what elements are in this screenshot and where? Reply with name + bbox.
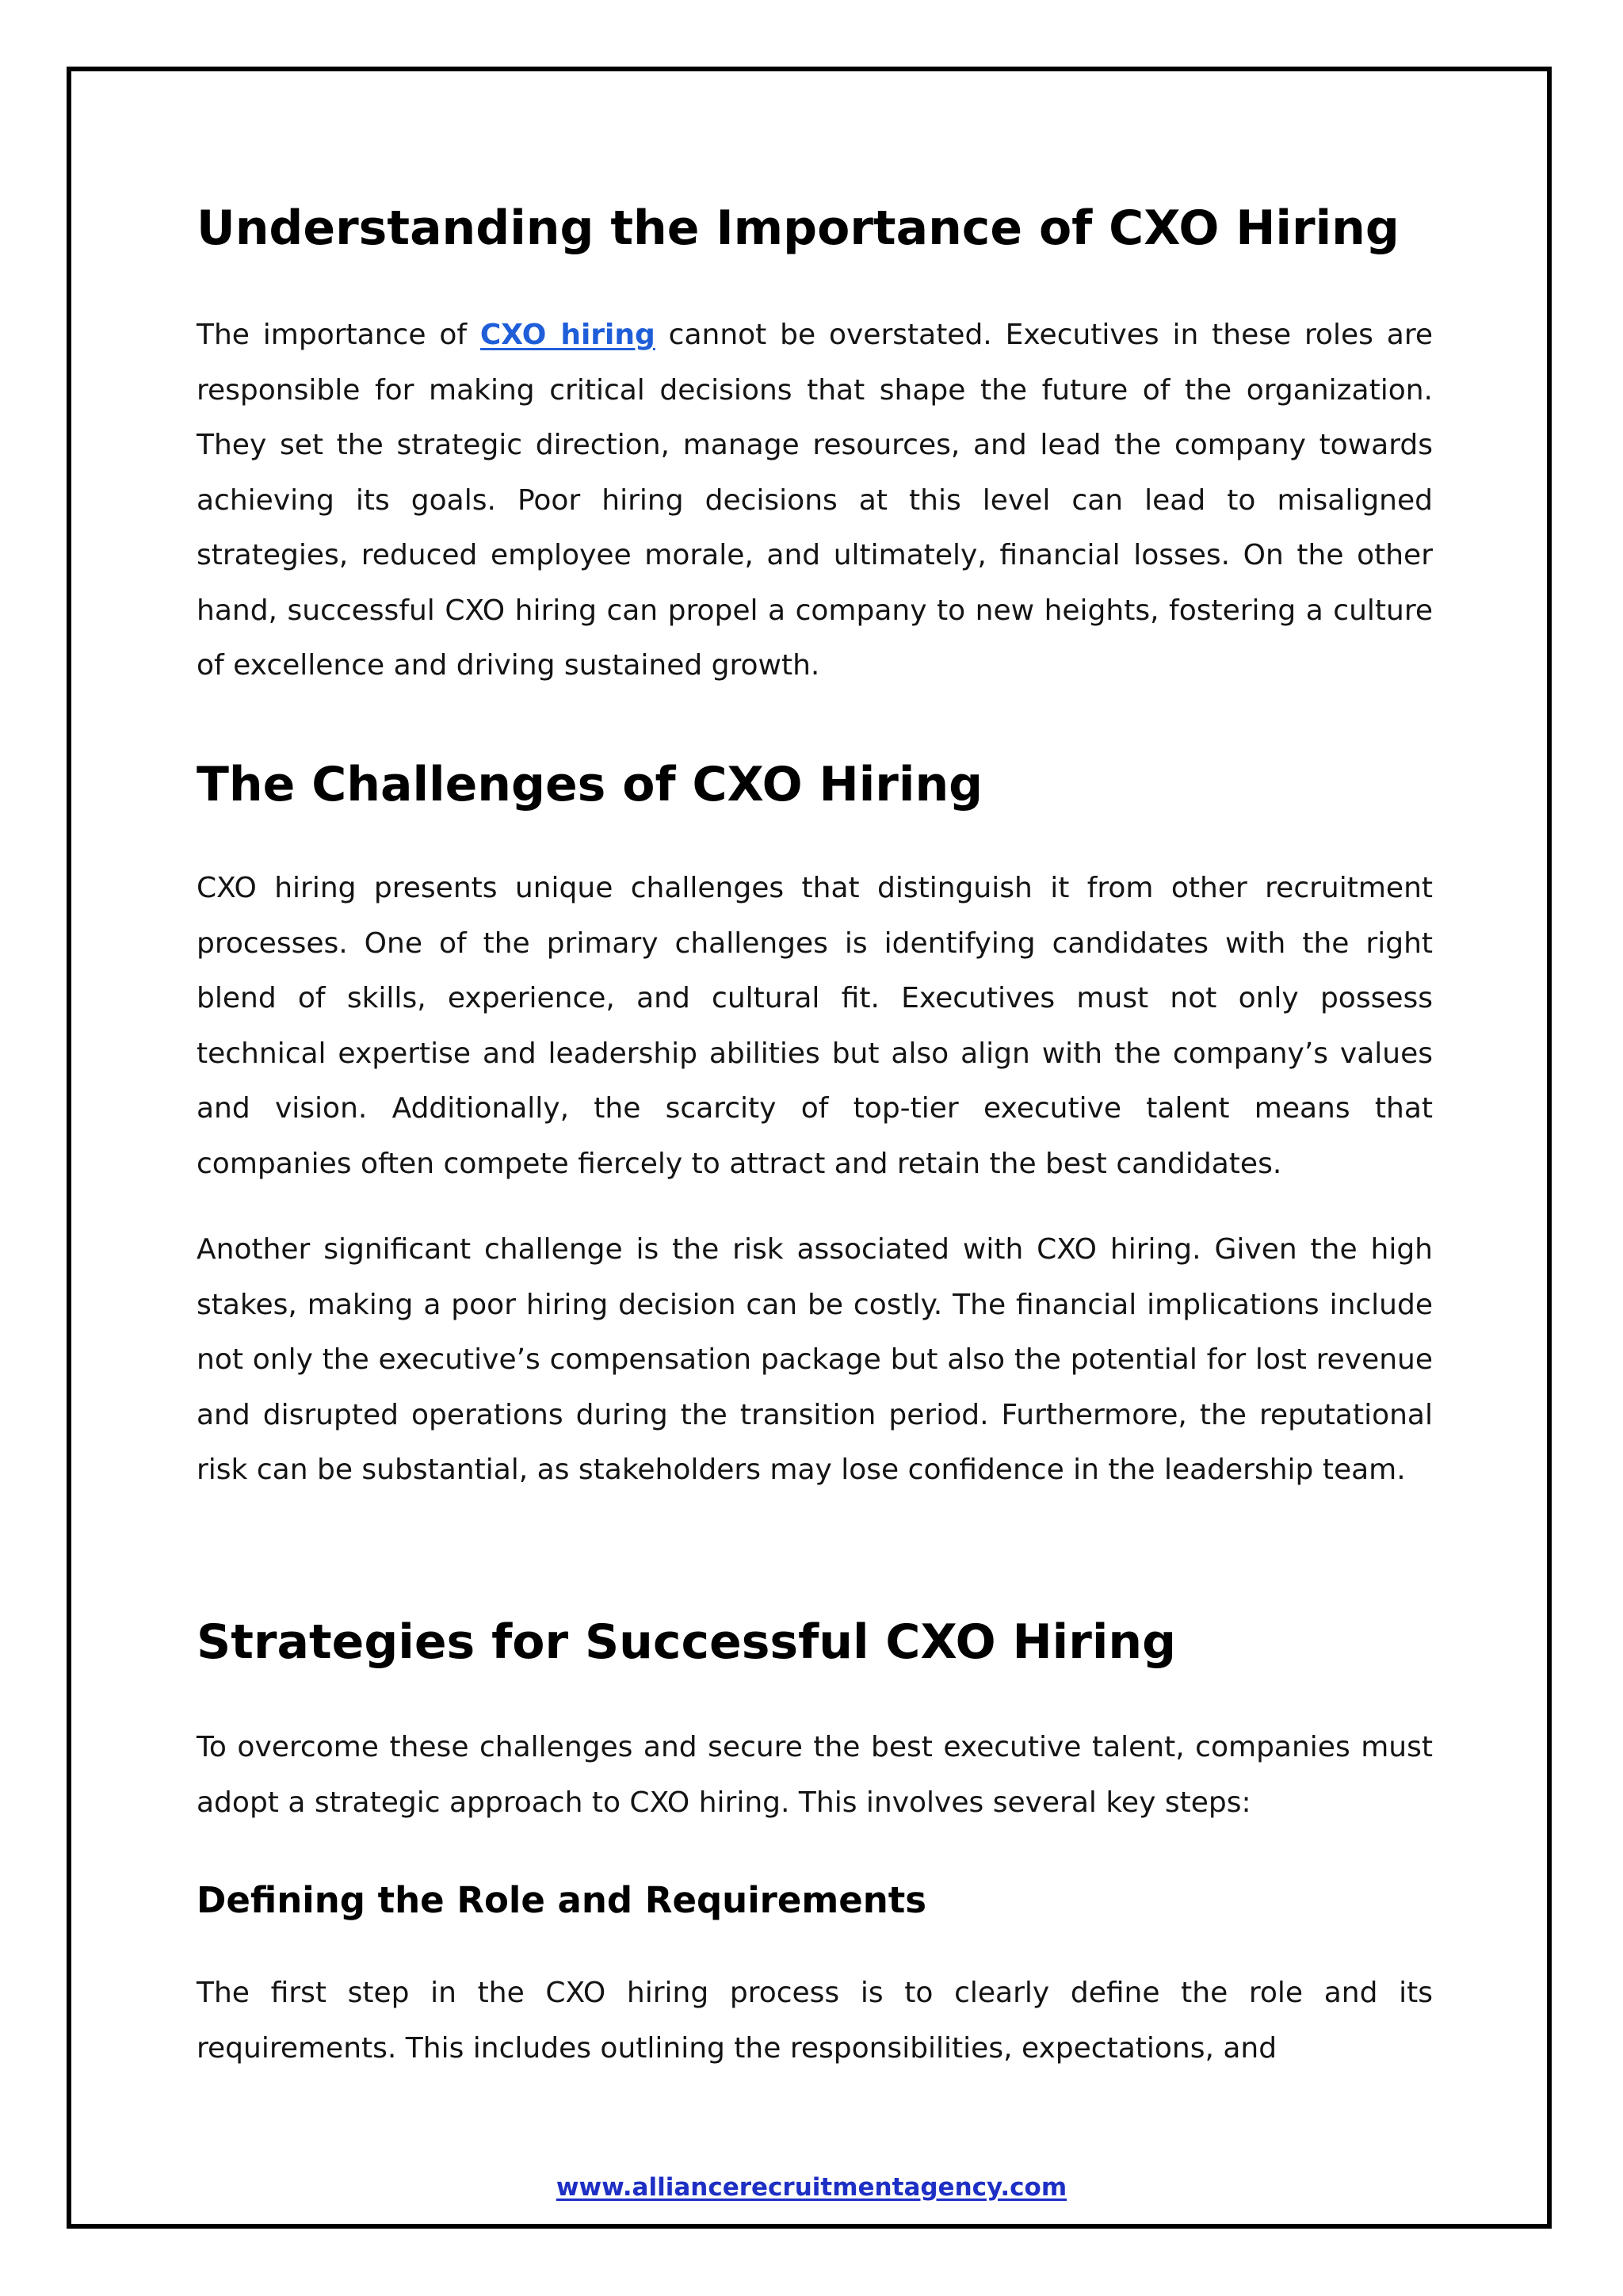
paragraph-defining-role: The first step in the CXO hiring process is to clearly define the role and its requirements. This includes outlining the responsibilities, expectations, and [197, 1977, 1433, 2065]
paragraph-importance [197, 308, 1433, 693]
paragraph-strategies-intro: To overcome these challenges and secure the best executive talent, companies must adopt a strategic approach to CXO hiring. This involves several key steps: [197, 1731, 1433, 1819]
subheading-defining-role: Defining the Role and Requirements [197, 1879, 927, 1921]
heading-importance: Understanding the Importance of CXO Hiring [197, 201, 1400, 256]
heading-strategies: Strategies for Successful CXO Hiring [197, 1614, 1177, 1670]
paragraph-challenges-1: CXO hiring presents unique challenges that distinguish it from other recruitment processes. One of the primary challenges is identifying candidates with the right blend of skills, experience, and cultural fit. Executives must not only possess technical expertise and leadership abilities but also align with the company’s values and vision. Additionally, the scarcity of top-tier executive talent means that companies often compete fiercely to attract and retain the best candidates. [197, 872, 1433, 1180]
heading-challenges: The Challenges of CXO Hiring [197, 757, 983, 812]
footer-website-link[interactable]: www.alliancerecruitmentagency.com [556, 2173, 1067, 2202]
cxo-hiring-link[interactable]: CXO hiring [479, 319, 655, 351]
paragraph-importance-rest: cannot be overstated. Executives in these roles are responsible for making critical decisions that shape the future of the organization. They set the strategic direction, manage resources, and lead the company towards achieving its goals. Poor hiring decisions at this level can lead to misaligned strategies, reduced employee morale, and ultimately, financial losses. On the other hand, successful CXO hiring can propel a company to new heights, fostering a culture of excellence and driving sustained growth. [197, 319, 1433, 682]
paragraph-importance-lead: The importance of [197, 319, 480, 351]
paragraph-challenges-2: Another significant challenge is the risk associated with CXO hiring. Given the high stakes, making a poor hiring decision can be costly. The financial implications include not only the executive’s compensation package but also the potential for lost revenue and disrupted operations during the transition period. Furthermore, the reputational risk can be substantial, as stakeholders may lose confidence in the leadership team. [197, 1233, 1433, 1486]
